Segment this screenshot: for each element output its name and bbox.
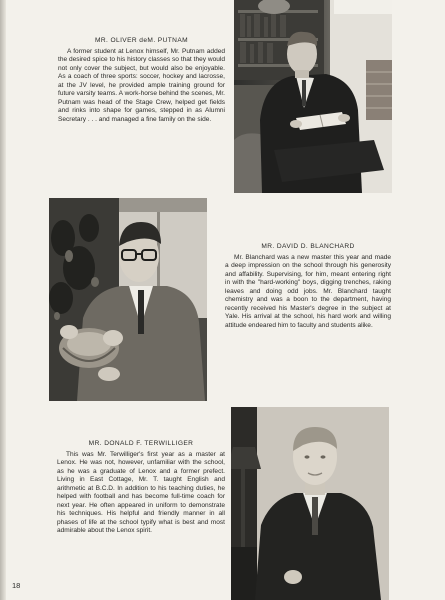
putnam-bio: A former student at Lenox himself, Mr. Putnam added the desired spice to his history classes so that they would not only cover the subject, but would also be enjoyable. As a coach of three sports: soccer, hockey and lacrosse, at the JV level, he provided ample training ground for future varsity teams. A work-horse behind the scenes, Mr. Putnam was head of the Stage Crew, helped get fields and rinks into shape for games, stepped in as Alumni Secretary . . . and managed a fine family on the side. bbox=[58, 48, 225, 123]
blanchard-photo bbox=[49, 198, 207, 401]
blanchard-entry bbox=[225, 243, 391, 330]
putnam-entry bbox=[58, 37, 225, 124]
page-number: 18 bbox=[12, 581, 21, 590]
putnam-name: MR. OLIVER deM. PUTNAM bbox=[94, 37, 189, 44]
terwilliger-entry bbox=[57, 440, 225, 536]
terwilliger-photo-image bbox=[231, 407, 389, 600]
blanchard-photo-image bbox=[49, 198, 207, 401]
terwilliger-bio: This was Mr. Terwilliger's first year as a master at Lenox. He was not, however, unfamiliar with the school, as he was a graduate of Lenox and a former prefect. Living in East Cottage, Mr. T. taught English and arithmetic at B.C.D. In addition to his teaching duties, he helped with football and has become full-time coach for next year. He often appeared in uniform to demonstrate his techniques. His helpful and friendly manner in all phases of life at the school typify what is best and most admirable about the Lenox spirit. bbox=[57, 451, 225, 535]
putnam-photo bbox=[234, 0, 392, 193]
terwilliger-photo bbox=[231, 407, 389, 600]
terwilliger-name: MR. DONALD F. TERWILLIGER bbox=[88, 440, 194, 447]
putnam-photo-image bbox=[234, 0, 392, 193]
page-binding-shadow bbox=[0, 0, 6, 600]
blanchard-name: MR. DAVID D. BLANCHARD bbox=[261, 243, 355, 250]
blanchard-bio: Mr. Blanchard was a new master this year and made a deep impression on the school through his generosity and affability. Supervising, for him, meant entering right in with the "hard-working" boys, digging trenches, raking leaves and doing odd jobs. Mr. Blanchard taught chemistry and was a boon to the department, having recently received his Master's degree in the subject at Yale. His arrival at the school, his hard work and willing attitude endeared him to faculty and students alike. bbox=[225, 254, 391, 329]
